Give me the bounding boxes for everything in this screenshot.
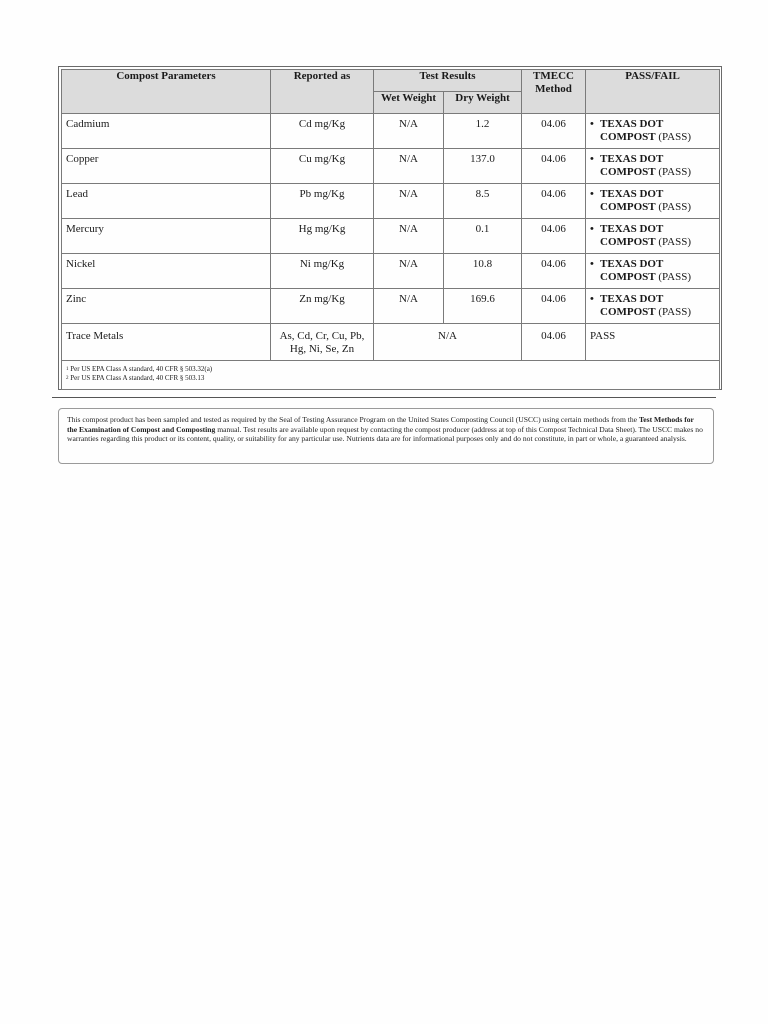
cell-pass-fail bbox=[586, 149, 720, 184]
cell-wet-weight: N/A bbox=[374, 289, 444, 324]
cell-reported-as: Cd mg/Kg bbox=[271, 114, 374, 149]
bullet-icon: • bbox=[590, 293, 594, 305]
footnote-mark: 1 bbox=[66, 367, 69, 372]
pass-fail-standard: TEXAS DOT bbox=[600, 293, 664, 305]
cell-pass-fail bbox=[586, 289, 720, 324]
cell-reported-as: Cu mg/Kg bbox=[271, 149, 374, 184]
cell-method: 04.06 bbox=[522, 149, 586, 184]
table-row bbox=[62, 184, 720, 219]
bullet-icon: • bbox=[590, 153, 594, 165]
pass-fail-standard: TEXAS DOT bbox=[600, 188, 664, 200]
table-row bbox=[62, 289, 720, 324]
cell-dry-weight: 169.6 bbox=[444, 289, 522, 324]
table-row bbox=[62, 254, 720, 289]
header-tmecc-method-text: TMECC Method bbox=[533, 70, 574, 95]
footnotes-row bbox=[62, 361, 720, 390]
disclaimer-manual-title: Test Methods for the Examination of Compost and Composting bbox=[67, 415, 694, 434]
cell-pass-fail bbox=[586, 184, 720, 219]
footnote-mark: 2 bbox=[66, 376, 69, 381]
header-pass-fail: PASS/FAIL bbox=[586, 70, 720, 114]
disclaimer-text-part-1: This compost product has been sampled and tested as required by the Seal of Testing Assurance Program on the United States Composting Council (USCC) using certain methods from the bbox=[67, 415, 639, 424]
cell-pass-fail bbox=[586, 254, 720, 289]
header-tmecc-method bbox=[522, 70, 586, 114]
cell-dry-weight: 1.2 bbox=[444, 114, 522, 149]
cell-wet-weight: N/A bbox=[374, 254, 444, 289]
bullet-icon: • bbox=[590, 118, 594, 130]
cell-wet-weight: N/A bbox=[374, 184, 444, 219]
cell-dry-weight: 10.8 bbox=[444, 254, 522, 289]
pass-fail-standard: TEXAS DOT bbox=[600, 118, 664, 130]
pass-fail-standard-2: COMPOST bbox=[600, 306, 656, 318]
uscc-disclaimer-box bbox=[58, 408, 714, 464]
cell-parameter: Lead bbox=[62, 184, 271, 219]
cell-dry-weight: 8.5 bbox=[444, 184, 522, 219]
pass-fail-standard-2: COMPOST bbox=[600, 236, 656, 248]
trace-metals-row bbox=[62, 324, 720, 361]
cell-parameter: Zinc bbox=[62, 289, 271, 324]
header-dry-weight: Dry Weight bbox=[444, 92, 522, 114]
cell-parameter: Nickel bbox=[62, 254, 271, 289]
cell-reported-as: Zn mg/Kg bbox=[271, 289, 374, 324]
disclaimer-text-part-2: manual. Test results are available upon request by contacting the compost producer (address at top of this Compost Technical Data Sheet). The USCC makes no warranties regarding this product or its content, quality, or suitability for any particular use. Nutrients data are for informational purposes only and do not constitute, in part or whole, a guaranteed analysis. bbox=[67, 424, 703, 444]
header-test-results: Test Results bbox=[374, 70, 522, 92]
bullet-icon: • bbox=[590, 258, 594, 270]
cell-reported-as: Ni mg/Kg bbox=[271, 254, 374, 289]
table-row bbox=[62, 114, 720, 149]
cell-method: 04.06 bbox=[522, 114, 586, 149]
pass-fail-standard-2: COMPOST bbox=[600, 201, 656, 213]
table-row bbox=[62, 149, 720, 184]
cell-method: 04.06 bbox=[522, 324, 586, 361]
cell-pass-fail bbox=[586, 219, 720, 254]
compost-parameters-table bbox=[61, 69, 720, 390]
cell-parameter: Trace Metals bbox=[62, 324, 271, 361]
cell-parameter: Mercury bbox=[62, 219, 271, 254]
section-divider bbox=[52, 397, 716, 398]
cell-parameter: Cadmium bbox=[62, 114, 271, 149]
footnote bbox=[66, 374, 715, 383]
pass-fail-standard-2: COMPOST bbox=[600, 131, 656, 143]
pass-fail-result: (PASS) bbox=[658, 166, 692, 178]
cell-method: 04.06 bbox=[522, 184, 586, 219]
cell-method: 04.06 bbox=[522, 254, 586, 289]
trace-reported-line-1: As, Cd, Cr, Cu, Pb, bbox=[279, 330, 365, 342]
table-body bbox=[62, 114, 720, 390]
pass-fail-result: (PASS) bbox=[658, 236, 692, 248]
footnotes-cell bbox=[62, 361, 720, 390]
cell-wet-weight: N/A bbox=[374, 114, 444, 149]
bullet-icon: • bbox=[590, 188, 594, 200]
pass-fail-standard: TEXAS DOT bbox=[600, 223, 664, 235]
pass-fail-result: (PASS) bbox=[658, 201, 692, 213]
cell-pass-fail bbox=[586, 114, 720, 149]
cell-method: 04.06 bbox=[522, 219, 586, 254]
cell-reported-as bbox=[271, 324, 374, 361]
footnote-text: Per US EPA Class A standard, 40 CFR § 503.13 bbox=[70, 374, 205, 382]
cell-reported-as: Hg mg/Kg bbox=[271, 219, 374, 254]
cell-reported-as: Pb mg/Kg bbox=[271, 184, 374, 219]
cell-dry-weight: 137.0 bbox=[444, 149, 522, 184]
pass-fail-standard: TEXAS DOT bbox=[600, 258, 664, 270]
header-row bbox=[62, 70, 720, 92]
cell-method: 04.06 bbox=[522, 289, 586, 324]
table-row bbox=[62, 219, 720, 254]
cell-pass-fail: PASS bbox=[586, 324, 720, 361]
header-reported-as: Reported as bbox=[271, 70, 374, 114]
cell-test-result: N/A bbox=[374, 324, 522, 361]
compost-parameters-table-frame bbox=[58, 66, 722, 390]
footnote bbox=[66, 365, 715, 374]
cell-parameter: Copper bbox=[62, 149, 271, 184]
footnote-text: Per US EPA Class A standard, 40 CFR § 503.32(a) bbox=[70, 365, 213, 373]
cell-wet-weight: N/A bbox=[374, 219, 444, 254]
pass-fail-result: (PASS) bbox=[658, 271, 692, 283]
pass-fail-standard: TEXAS DOT bbox=[600, 153, 664, 165]
trace-reported-line-2: Hg, Ni, Se, Zn bbox=[289, 343, 355, 355]
cell-wet-weight: N/A bbox=[374, 149, 444, 184]
pass-fail-standard-2: COMPOST bbox=[600, 271, 656, 283]
pass-fail-standard-2: COMPOST bbox=[600, 166, 656, 178]
pass-fail-result: (PASS) bbox=[658, 131, 692, 143]
cell-dry-weight: 0.1 bbox=[444, 219, 522, 254]
header-compost-parameters: Compost Parameters bbox=[62, 70, 271, 114]
bullet-icon: • bbox=[590, 223, 594, 235]
header-wet-weight: Wet Weight bbox=[374, 92, 444, 114]
pass-fail-result: (PASS) bbox=[658, 306, 692, 318]
